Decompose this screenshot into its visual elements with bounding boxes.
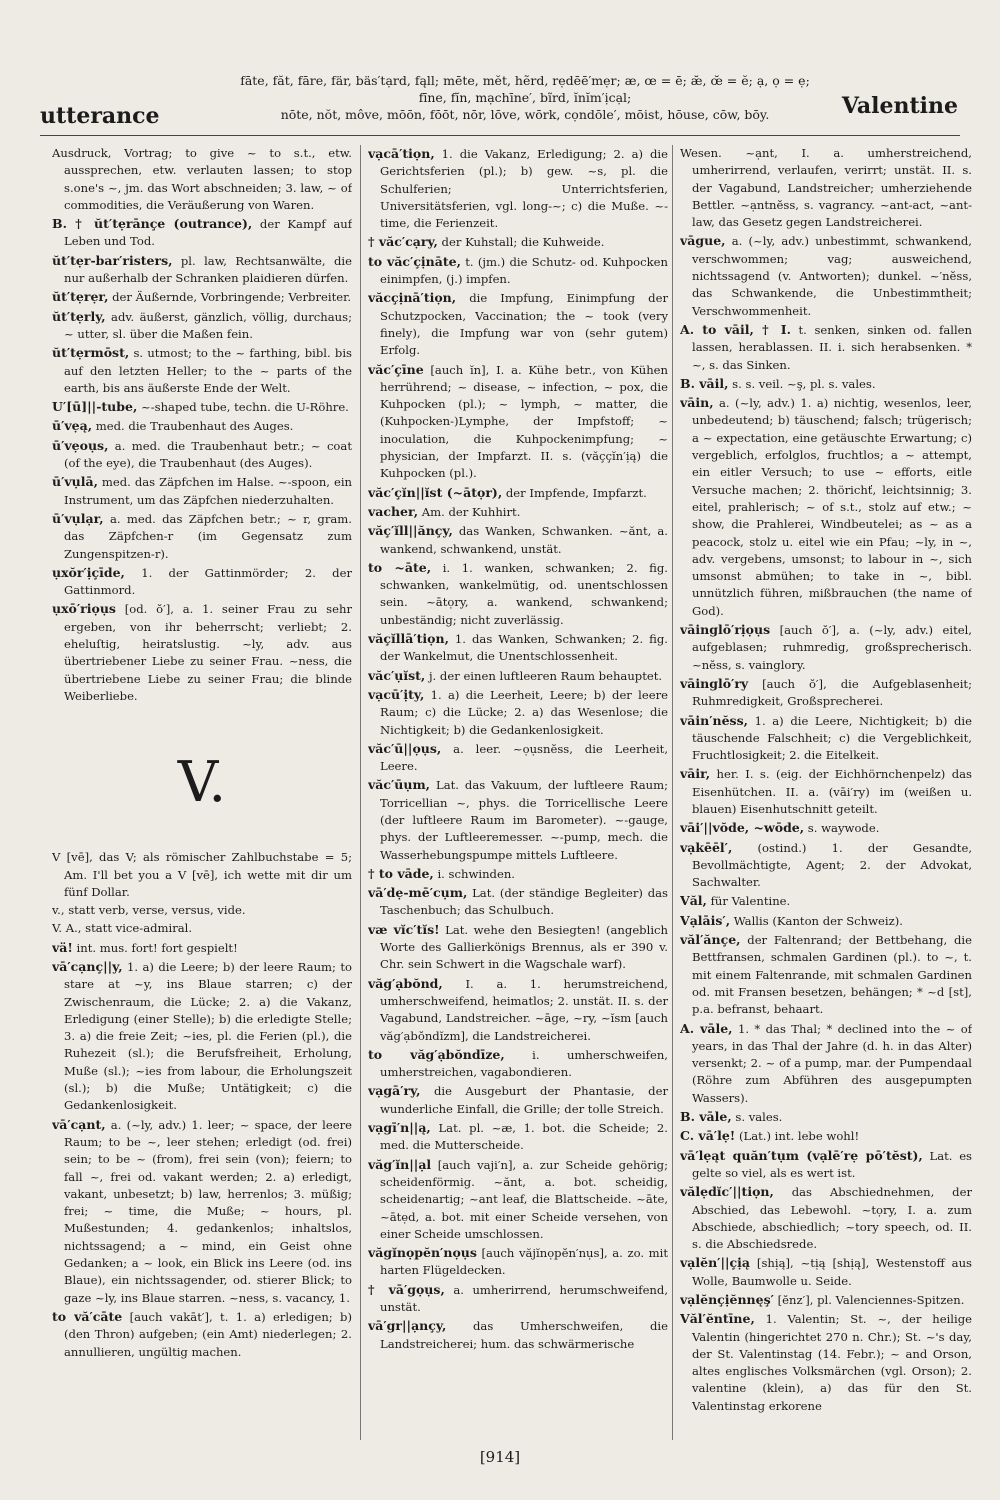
entry-headword: vacher, [368,503,419,519]
entry-definition: das Wanken, Schwanken. ~ănt, a. wankend, schwankend, unstät. [380,524,668,556]
dictionary-entry [52,1308,352,1361]
dictionary-entry [368,1281,668,1317]
entry-definition: Wallis (Kanton der Schweiz). [730,913,903,928]
entry-headword: ū′vẹą, [52,418,93,434]
entry-definition: Lat. es gelte so viel, als es wert ist. [692,1148,972,1180]
entry-definition: med. das Zäpfchen im Halse. ~-spoon, ein Instrument, um das Zäpfchen niederzuhalten. [64,475,352,507]
entry-headword: văc′çĭn||ĭst (~ātọr), [368,484,503,500]
entry-definition: t. senken, sinken od. fallen lassen, herablassen. II. i. sich herabsenken. * ~, s. das Sinken. [692,322,972,372]
entry-definition: die Impfung, Einimpfung der Schutzpocken, Vaccination; the ~ took (very finely), die Impfung war von (sehr gutem) Erfolg. [380,291,668,358]
entry-definition: [shịą], ~tịą [shịą], Westenstoff aus Wolle, Baumwolle u. Seide. [692,1256,972,1288]
dictionary-entry [368,1156,668,1243]
dictionary-entry [52,344,352,397]
entry-definition: Lat. pl. ~æ, 1. bot. die Scheide; 2. med. die Mutterscheide. [380,1121,668,1153]
entry-definition: 1. a) die Leerheit, Leere; b) der leere Raum; c) die Lücke; 2. a) das Wesenlose; die Nichtigkeit; b) die Gedankenlosigkeit. [380,687,668,737]
entry-headword: ū′vẹoụs, [52,437,109,453]
entry-definition: adv. äußerst, gänzlich, völlig, durchaus; ~ utter, sl. über die Maßen fein. [64,309,352,341]
entry-headword: văg′ạbŏnd, [368,975,443,991]
entry-headword: to văc′çịnāte, [368,253,461,269]
entry-definition: der Impfende, Impfarzt. [502,485,647,500]
dictionary-entry [52,902,352,919]
entry-definition: [auch vaji′n], a. zur Scheide gehörig; scheidenförmig. ~ănt, a. bot. scheidig, scheidenartig; ~ant leaf, die Blattscheide. ~āte, ~ātẹd, a. bot. mit einer Scheide versehen, von einer Scheide umschlossen. [380,1157,668,1241]
dictionary-entry [680,1147,972,1183]
entry-definition: I. a. 1. herumstreichend, umherschweifend, heimatlos; 2. unstät. II. s. der Vagabund, Landstreicher. ~āge, ~ry, ~ĭsm [auch văg′ạbŏndĭzm], die Landstreicherei. [380,976,668,1043]
entry-headword: Vạlāis′, [680,912,731,928]
dictionary-entry [52,958,352,1115]
entry-definition: a. (~ly, adv.) unbestimmt, schwankend, verschwommen; vag; ausweichend, nichtssagend (v. Antworten); dunkel. ~′nĕss, das Schwankende, die Unbestimmtheit; Verschwommenheit. [692,234,972,318]
entry-definition: 1. der Gattinmörder; 2. der Gattinmord. [64,565,352,598]
dictionary-entry [680,892,972,910]
entry-definition: Wesen. ~ạnt, I. a. umherstreichend, umherirrend, verlaufen, verirrt; unstät. II. s. der Vagabund, Landstreicher; umherziehende Bettler. ~ạntnĕss, s. vagrancy. ~ant-act, ~ant-law, das Gesetz gegen Landstreicherei. [680,146,972,230]
header-rule [40,135,960,136]
dictionary-entry [52,473,352,509]
entry-definition: a. (~ly, adv.) 1. leer; ~ space, der leere Raum; to be ~, leer stehen; erledigt (od. frei) sein; to be ~ (from), frei sein (von); feiern; to fall ~, frei od. vakant werden; 2. a) erledigt, vakant, unbesetzt; b) law, herrenlos; 3. müßig; frei; ~ time, die Muße; ~ hours, pl. Mußestunden; 4. gedankenlos; inhaltslos, nichtssagend; a ~ mind, ein Geist ohne Gedanken; a ~ look, ein Blick ins Leere (od. ins Blaue), ein nichtssagender, od. stierer Blick; to gaze ~ly, ins Blaue starren. ~ness, s. vacancy, 1. [64,1117,352,1305]
dictionary-entry [368,1317,668,1353]
dictionary-entry [52,849,352,901]
dictionary-entry [368,776,668,863]
dictionary-entry [680,145,972,231]
entry-headword: văçĭllā′tiọn, [368,631,449,647]
pron-key-line: fīne, fĭn, mạchīne′, bĩrd, ĭnĭm′ịcạl; [418,90,632,105]
entry-definition: i. schwinden. [433,866,515,881]
entry-headword: A. to vāil, † I. [680,321,791,337]
entry-definition: s. s. veil. ~ş, pl. s. vales. [728,376,876,391]
entry-headword: † to vāde, [368,865,434,881]
entry-headword: vāi′||vŏde, ~wōde, [680,820,805,836]
dictionary-entry [368,1046,668,1082]
entry-headword: vāir, [680,766,711,782]
entry-definition: Lat. (der ständige Begleiter) das Taschenbuch; das Schulbuch. [380,886,668,918]
entry-headword: ū′vụlạr, [52,510,104,526]
entry-headword: văcçịnā′tiọn, [368,290,457,306]
dictionary-entry [680,912,972,930]
entry-definition: i. umherschweifen, umherstreichen, vagabondieren. [380,1047,668,1080]
pronunciation-key [225,72,825,123]
dictionary-entry [368,484,668,502]
guide-word-left: utterance [40,103,160,129]
dictionary-entry [368,253,668,289]
entry-headword: văg′ĭn||ạl [368,1156,432,1172]
page-number: [914] [479,1448,521,1466]
entry-headword: Văl, [680,893,707,909]
entry-definition: int. mus. fort! fort gespielt! [72,940,238,955]
entry-headword: † vā′gọụs, [368,1281,445,1297]
entry-headword: vāgue, [680,233,726,249]
dictionary-entry [368,975,668,1045]
entry-definition: der Kampf auf Leben und Tod. [64,217,352,249]
dictionary-entry [52,417,352,435]
dictionary-entry [680,1108,972,1126]
dictionary-entry [680,232,972,319]
dictionary-entry [680,839,972,892]
dictionary-entry [52,215,352,251]
entry-definition: 1. * das Thal; * declined into the ~ of years, in das Thal der Jahre (d. h. in das Alter) versenkt; 2. ~ of a pump, mar. der Pumpendaal (Röhre zum Abführen des ausgepumpten Wassers). [692,1021,972,1105]
entry-headword: vạcā′tiọn, [368,146,435,161]
entry-headword: vạlĕnçịĕnnęş′ [680,1292,774,1307]
dictionary-entry [680,819,972,837]
entry-headword: B. vāil, [680,375,729,391]
entry-definition: (ostind.) 1. der Gesandte, Bevollmächtigte, Agent; 2. der Advokat, Sachwalter. [692,840,972,890]
dictionary-entry [368,667,668,685]
entry-definition: j. der einen luftleeren Raum behauptet. [425,668,663,683]
entry-definition: med. die Traubenhaut des Auges. [92,419,294,434]
entry-headword: vạgī′n||ą, [368,1120,431,1136]
dictionary-entry [368,1119,668,1155]
dictionary-entry [368,522,668,558]
entry-definition: a. (~ly, adv.) 1. a) nichtig, wesenlos, leer, unbedeutend; b) täuschend; falsch; trügerisch; a ~ expectation, eine getäuschte Erwartung; c) vergeblich, erfolglos, fruchtlos; a ~ attempt, ein eitler Versuch; to use ~ efforts, eitle Versuche machen; 2. thörichť, leichtsinnig; 3. eitel, prahlerisch; ~ of s.t., stolz auf etw.; ~ show, die Prahlerei, Windbeutelei; as ~ as a peacock, stolz u. eitel wie ein Pfau; ~ly, in ~, adv. vergebens, umsonst; to labour in ~, sich umsonst abmühen; to take in ~, bibl. unnützlich führen, mißbrauchen (the name of God). [692,396,972,618]
entry-headword: vạcū′ịty, [368,686,425,702]
entry-headword: văc′ụĭst, [368,667,426,683]
entry-headword: vā′cạnç||y, [52,958,123,974]
dictionary-entry [52,288,352,306]
dictionary-entry [52,564,352,600]
entry-headword: ụxŏr′ịçīde, [52,564,125,580]
entry-definition: v., statt verb, verse, versus, vide. [52,903,246,918]
entry-definition: [auch vakāt′], t. 1. a) erledigen; b) (den Thron) aufgeben; (ein Amt) niederlegen; 2. annullieren, ungültig machen. [64,1309,352,1359]
column-3 [680,145,972,1445]
column-1 [52,145,352,1445]
pron-key-line: fāte, făt, fāre, fär, bäs′tạrd, fąll; mēte, mĕt, hẽrd, rẹdēē′mẹr; æ, œ = ē; æ̆, œ̆ = ĕ; ạ, ọ = ẹ; [240,73,810,88]
dictionary-entry [368,884,668,920]
entry-headword: văl′ănçe, [680,932,741,948]
dictionary-entry [368,865,668,883]
column-divider [672,145,673,1440]
entry-definition: 1. die Vakanz, Erledigung; 2. a) die Gerichtsferien (pl.); b) gew. ~s, pl. die Schulferien; Unterrichtsferien, Universitätsferien, vgl. long-~; c) die Muße. ~-time, die Ferienzeit. [380,147,668,231]
dictionary-entry [680,321,972,374]
column-2 [368,145,668,1445]
entry-definition: 1. das Wanken, Schwanken; 2. fig. der Wankelmut, die Unentschlossenheit. [380,632,668,664]
entry-headword: C. vā′lẹ! [680,1128,736,1144]
entry-definition: Lat. das Vakuum, der luftleere Raum; Torricellian ~, phys. die Torricellische Leere (der luftleere Raum im Barometer). ~-gauge, phys. der Luftleeremesser. ~-pump, mech. die Wasserhebungspumpe mittels Luftleere. [380,778,668,862]
entry-headword: B. † ŭt′tẹrānçe (outrance), [52,216,253,232]
entry-headword: † văc′cạry, [368,234,438,250]
entry-headword: vāin, [680,395,714,411]
dictionary-entry [52,398,352,416]
dictionary-entry [52,510,352,563]
entry-definition: [auch ŏ′], die Aufgeblasenheit; Ruhmredigkeit, Großsprecherei. [692,676,972,709]
entry-headword: văc′ūụm, [368,777,431,793]
entry-definition: die Ausgeburt der Phantasie, der wunderliche Einfall, die Grille; der tolle Streich. [380,1084,668,1116]
dictionary-entry [680,1020,972,1107]
entry-headword: ŭt′tẹrẹr, [52,289,109,305]
entry-definition: [auch ĭn], I. a. Kühe betr., von Kühen herrührend; ~ disease, ~ infection, ~ pox, die Kuhpocken (pl.); ~ lymph, ~ matter, die (Kuhpocken-)Lymphe, der Impfstoff; ~ inoculation, die Kuhpockenimpfung; ~ physician, der Impfarzt. II. s. (văççĭn′ịą) die Kuhpocken (pl.). [380,362,668,481]
entry-definition: 1. a) die Leere; b) der leere Raum; to stare at ~y, ins Blaue starren; c) der Zwischenraum, die Lücke; 2. a) die Vakanz, Erledigung (einer Stelle); b) die erledigte Stelle; 3. a) die freie Zeit; ~ies, pl. die Ferien (pl.), die Ruhezeit (sl.); die Berufsfreiheit, Erholung, Muße (sl.); ~ies from labour, die Erholungszeit (sl.); b) die Muße; Untätigkeit; c) die Gedankenlosigkeit. [64,959,352,1113]
column-divider [360,145,361,1440]
entry-definition: [ĕnz′], pl. Valenciennes-Spitzen. [773,1293,965,1307]
dictionary-entry [680,765,972,818]
entry-definition: pl. law, Rechtsanwälte, die nur außerhalb der Schranken plaidieren dürfen. [64,253,352,286]
dictionary-entry [368,145,668,232]
entry-headword: ŭt′tẹr-bar′risters, [52,252,173,268]
entry-headword: vāin′nĕss, [680,712,748,728]
entry-headword: vāinglō′ry [680,675,749,691]
entry-definition: a. umherirrend, herumschweifend, unstät. [380,1282,668,1314]
dictionary-entry [680,1254,972,1290]
dictionary-entry [368,630,668,666]
entry-definition: a. med. die Traubenhaut betr.; ~ coat (of the eye), die Traubenhaut (des Auges). [64,438,352,471]
entry-headword: vā′gr||ạnçy, [368,1318,447,1334]
entry-headword: to ~āte, [368,559,432,575]
entry-definition: 1. Valentin; St. ~, der heilige Valentin (hingerichtet 270 n. Chr.); St. ~'s day, der St. Valentinstag (14. Febr.); ~ and Orson, altes englisches Volksmärchen (vgl. Orson); 2. valentine (klein), a) das für den St. Valentinstag erkorene [692,1312,972,1413]
dictionary-entry [680,375,972,393]
dictionary-entry [680,394,972,620]
entry-definition: (Lat.) int. lebe wohl! [735,1129,860,1144]
entry-definition: der Faltenrand; der Bettbehang, die Bettfransen, schmalen Gardinen (pl.). to ~, t. mit einem Faltenrande, mit schmalen Gardinen od. mit Fransen besetzen, behängen; * ~d [st], p.a. befranst, behaart. [692,933,972,1017]
entry-definition: s. vales. [731,1110,783,1125]
dictionary-entry [368,233,668,251]
dictionary-entry [368,1244,668,1280]
entry-headword: vā′lẹąt quăn′tụm (vạlē′rẹ pō′tĕst), [680,1147,923,1163]
dictionary-entry [680,1127,972,1145]
entry-headword: B. vāle, [680,1109,732,1125]
entry-headword: ŭt′tẹrly, [52,308,106,324]
entry-headword: ŭt′tẹrmōst, [52,345,130,361]
entry-headword: U′[ū]||-tube, [52,399,138,415]
dictionary-entry [680,712,972,765]
entry-headword: ū′vụlā, [52,474,98,490]
entry-headword: vạlĕn′||çịą [680,1255,751,1271]
dictionary-entry [52,939,352,957]
dictionary-entry [52,145,352,214]
entry-definition: das Abschiednehmen, der Abschied, das Lebewohl. ~tọry, I. a. zum Abschiede, abschiedlich; ~tory speech, od. II. s. die Abschiedsrede. [692,1185,972,1252]
dictionary-entry [680,931,972,1018]
entry-headword: văç′ĭll||ănçy, [368,523,453,539]
dictionary-entry [680,675,972,711]
entry-definition: s. utmost; to the ~ farthing, bibl. bis auf den letzten Heller; to the ~ parts of the earth, bis ans äußerste Ende der Welt. [64,346,352,395]
letter-section-heading: V. [177,750,227,816]
dictionary-entry [368,289,668,359]
entry-definition: [od. ŏ′], a. 1. seiner Frau zu sehr ergeben, von ihr beherrscht; verliebt; 2. eheluſtig, heiratslustig. ~ly, adv. aus übertriebener Liebe zu seiner Frau. ~ness, die übertriebene Liebe zu seiner Frau; die blinde Weiberliebe. [64,602,352,703]
entry-headword: vä! [52,939,73,955]
entry-definition: s. waywode. [804,821,880,836]
entry-headword: vălẹdĭc′||tiọn, [680,1184,774,1200]
entry-definition: her. I. s. (eig. der Eichhörnchenpelz) das Eisenhütchen. II. a. (vāi′ry) im (weißen u. blauen) Eisenhutschnitt geteilt. [692,767,972,816]
entry-definition: 1. a) die Leere, Nichtigkeit; b) die täuschende Falschheit; c) die Vergeblichkeit, Fruchtlosigkeit; 2. die Eitelkeit. [692,713,972,763]
dictionary-entry [680,1183,972,1253]
dictionary-entry [368,559,668,629]
dictionary-entry [368,686,668,739]
entry-definition: Ausdruck, Vortrag; to give ~ to s.t., etw. aussprechen, etw. verlauten lassen; to stop s.one's ~, jm. das Wort abschneiden; 3. law, ~ of commodities, die Veräußerung von Waren. [52,146,352,212]
entry-definition: i. 1. wanken, schwanken; 2. fig. schwanken, wankelmütig, od. unentschlossen sein. ~ātọry, a. wankend, schwankend; unbeständig; nicht zuverlässig. [380,560,668,627]
entry-definition: V. A., statt vice-admiral. [52,921,193,936]
entry-definition: a. med. das Zäpfchen betr.; ~ r, gram. das Zäpfchen-r (im Gegensatz zum Zungenspitzen-r). [64,511,352,561]
entry-definition: V [vē], das V; als römischer Zahlbuchstabe = 5; Am. I'll bet you a V [vē], ich wette mit dir um fünf Dollar. [52,850,352,899]
dictionary-entry [52,1116,352,1307]
dictionary-entry [368,503,668,521]
dictionary-entry [680,1310,972,1415]
entry-headword: vạkēēl′, [680,839,733,855]
entry-definition: [auch văjĭnọpĕn′nụs], a. zo. mit harten Flügeldecken. [380,1246,668,1278]
dictionary-entry [52,252,352,288]
entry-definition: a. leer. ~ọụsnĕss, die Leerheit, Leere. [380,741,668,774]
entry-definition: der Äußernde, Vorbringende; Verbreiter. [108,290,352,305]
entry-headword: văgĭnọpĕn′nọụs [368,1245,477,1261]
entry-definition: Lat. wehe den Besiegten! (angeblich Worte des Gallierkönigs Brennus, als er 390 v. Chr. sein Schwert in die Wagschale warf). [380,922,668,972]
dictionary-entry [52,920,352,937]
dictionary-entry [368,740,668,776]
entry-definition: [auch ŏ′], a. (~ly, adv.) eitel, aufgeblasen; ruhmredig, großsprecherisch. ~nĕss, s. vainglory. [692,623,972,672]
entry-headword: văc′ū||ọụs, [368,740,442,756]
entry-headword: to văg′ạbŏndīze, [368,1046,505,1062]
entry-headword: Văl′ĕntīne, [680,1311,755,1327]
entry-headword: ụxō′riọụs [52,601,116,617]
entry-headword: văc′çīne [368,361,424,377]
dictionary-entry [52,600,352,705]
entry-definition: Am. der Kuhhirt. [418,504,521,519]
entry-definition: t. (jm.) die Schutz- od. Kuhpocken einimpfen, (j.) impfen. [380,254,668,287]
entry-headword: vā′cạnt, [52,1116,106,1132]
entry-definition: ~-shaped tube, techn. die U-Röhre. [137,400,349,415]
dictionary-entry [680,621,972,674]
entry-definition: das Umherschweifen, die Landstreicherei; hum. das schwärmerische [380,1319,668,1351]
entry-headword: væ vĭc′tĭs! [368,921,440,937]
entry-definition: für Valentine. [706,894,791,909]
dictionary-entry [368,1082,668,1118]
dictionary-entry [368,921,668,974]
dictionary-entry [680,1291,972,1309]
entry-headword: A. vāle, [680,1020,733,1036]
dictionary-entry [52,308,352,344]
entry-headword: vā′dẹ-mē′cụm, [368,885,468,901]
pron-key-line: nōte, nŏt, môve, mōōn, fōōt, nōr, lōve, wōrk, cọndōle′, mōist, hōuse, cōw, bōy. [280,107,770,122]
dictionary-entry [52,437,352,473]
entry-headword: to vă′cāte [52,1308,123,1324]
guide-word-right: Valentine [841,93,958,119]
entry-headword: vạgā′ry, [368,1083,421,1099]
entry-headword: vāinglō′rịọụs [680,622,771,638]
entry-definition: der Kuhstall; die Kuhweide. [437,235,605,250]
dictionary-entry [368,361,668,483]
